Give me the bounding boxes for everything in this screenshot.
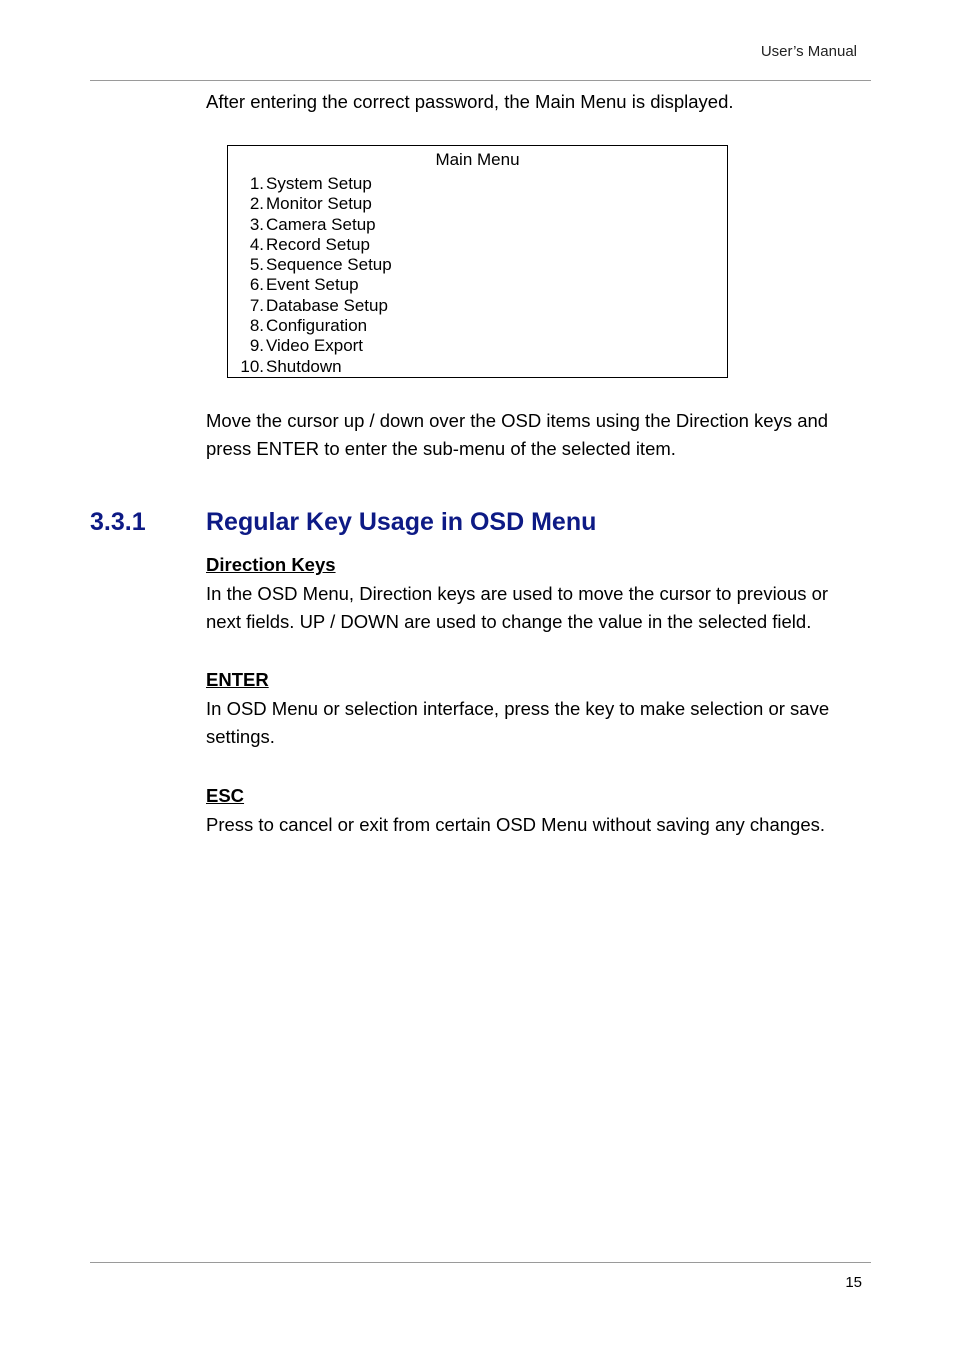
menu-item-record-setup — [236, 235, 392, 255]
menu-item-database-setup — [236, 296, 392, 316]
menu-item-number: 1. — [249, 174, 264, 193]
menu-item-label: Event Setup — [266, 275, 359, 295]
menu-item-monitor-setup — [236, 194, 392, 214]
section-heading — [90, 505, 596, 539]
menu-item-label: Sequence Setup — [266, 255, 392, 275]
enter-key-text: In OSD Menu or selection interface, press the key to make selection or save settings. — [206, 698, 830, 747]
menu-item-label: System Setup — [266, 174, 372, 193]
page-number: 15 — [845, 1274, 862, 1291]
esc-key-heading: ESC — [206, 785, 245, 806]
menu-item-number: 10. — [240, 356, 264, 376]
menu-item-label: Configuration — [266, 316, 368, 336]
direction-keys-text: In the OSD Menu, Direction keys are used to move the cursor to previous or next fields. UP / DOWN are used to change the value in the selected field. — [206, 583, 829, 632]
main-menu-box — [227, 145, 728, 378]
menu-item-label: Monitor Setup — [266, 194, 372, 214]
menu-item-camera-setup — [236, 215, 392, 235]
menu-item-number: 4. — [249, 234, 264, 254]
section-number: 3.3.1 — [90, 508, 146, 536]
menu-item-label: Video Export — [266, 336, 364, 356]
footer-divider — [90, 1262, 871, 1263]
enter-key-heading: ENTER — [206, 669, 269, 690]
header-divider — [90, 80, 871, 81]
menu-item-system-setup — [236, 174, 392, 194]
menu-item-number: 5. — [249, 255, 264, 275]
section-title: Regular Key Usage in OSD Menu — [206, 508, 597, 536]
menu-item-number: 2. — [249, 194, 264, 214]
instructions-paragraph: Move the cursor up / down over the OSD items using the Direction keys and press ENTER to enter the sub-menu of the selected item. — [206, 410, 829, 459]
running-header: User’s Manual — [760, 43, 857, 60]
menu-item-number: 9. — [249, 336, 264, 356]
menu-item-event-setup — [236, 275, 392, 295]
menu-item-configuration — [236, 316, 392, 336]
menu-item-label: Shutdown — [266, 356, 342, 376]
main-menu-list — [236, 174, 392, 377]
menu-item-label: Database Setup — [266, 295, 388, 315]
menu-item-sequence-setup — [236, 255, 392, 275]
menu-item-number: 6. — [249, 275, 264, 295]
menu-item-number: 8. — [249, 316, 264, 336]
menu-item-shutdown — [236, 357, 392, 377]
main-menu-title: Main Menu — [435, 150, 520, 169]
direction-keys-heading: Direction Keys — [206, 554, 336, 575]
menu-item-number: 7. — [249, 295, 264, 315]
menu-item-video-export — [236, 336, 392, 356]
menu-item-number: 3. — [249, 214, 264, 234]
menu-item-label: Record Setup — [266, 234, 370, 254]
intro-paragraph: After entering the correct password, the Main Menu is displayed. — [206, 91, 734, 112]
menu-item-label: Camera Setup — [266, 214, 376, 234]
esc-key-text: Press to cancel or exit from certain OSD Menu without saving any changes. — [206, 814, 826, 835]
